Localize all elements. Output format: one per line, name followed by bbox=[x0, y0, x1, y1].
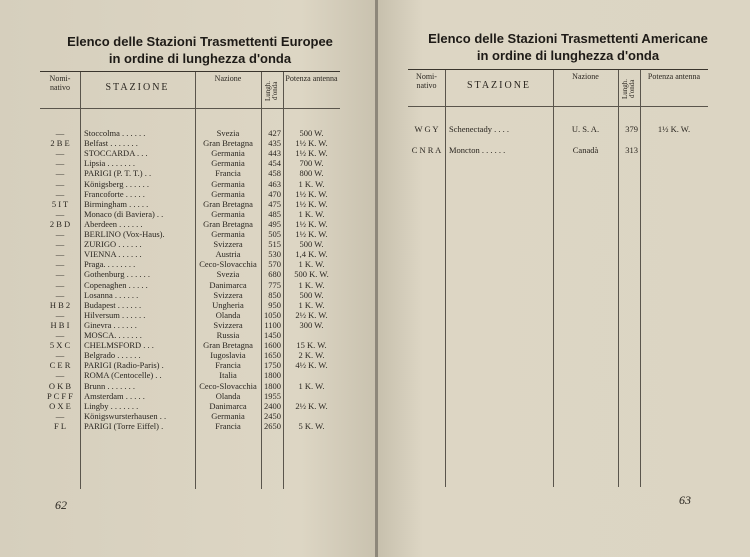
cell-nominativo: W G Y bbox=[414, 124, 439, 134]
cell-lunghezza: 443 bbox=[268, 148, 281, 159]
cell-potenza: 700 W. bbox=[299, 158, 324, 169]
cell-nominativo: 2 B E bbox=[50, 138, 70, 149]
cell-stazione: VIENNA . . . . . . bbox=[84, 249, 142, 260]
cell-lunghezza: 2400 bbox=[264, 400, 281, 411]
cell-lunghezza: 680 bbox=[268, 269, 281, 280]
cell-nominativo: — bbox=[55, 188, 65, 199]
cell-nazione: Germania bbox=[211, 178, 245, 189]
table-row bbox=[40, 158, 340, 168]
table-row bbox=[40, 209, 340, 219]
cell-stazione: Francoforte . . . . . bbox=[84, 188, 145, 199]
cell-lunghezza: 950 bbox=[268, 299, 281, 310]
cell-potenza: 15 K. W. bbox=[296, 340, 327, 351]
cell-potenza: 1 K. W. bbox=[298, 380, 325, 391]
cell-potenza: 1 K. W. bbox=[298, 178, 325, 189]
cell-stazione: Brunn . . . . . . . bbox=[84, 380, 135, 391]
cell-nazione: Francia bbox=[215, 420, 241, 431]
table-row bbox=[40, 219, 340, 229]
cell-lunghezza: 1650 bbox=[264, 350, 281, 361]
left-title-line2: in ordine di lunghezza d'onda bbox=[108, 51, 292, 66]
cell-nominativo: — bbox=[55, 249, 65, 260]
cell-nominativo: — bbox=[55, 158, 65, 169]
cell-potenza: 2 K. W. bbox=[298, 350, 325, 361]
cell-nazione: Olanda bbox=[215, 309, 241, 320]
cell-nominativo: H B 2 bbox=[49, 299, 71, 310]
cell-stazione: Losanna . . . . . . bbox=[84, 289, 139, 300]
table-row bbox=[40, 411, 340, 421]
cell-lunghezza: 1955 bbox=[264, 390, 281, 401]
cell-nazione: Germania bbox=[211, 229, 245, 239]
cell-nominativo: — bbox=[55, 330, 65, 340]
left-page-title bbox=[30, 33, 370, 67]
cell-stazione: Aberdeen . . . . . . bbox=[84, 218, 143, 229]
cell-nominativo: — bbox=[55, 259, 65, 270]
american-stations-table bbox=[408, 69, 708, 487]
cell-stazione: CHELMSFORD . . . bbox=[84, 340, 154, 351]
cell-potenza: 800 W. bbox=[299, 168, 324, 179]
cell-nominativo: C E R bbox=[49, 360, 71, 371]
header-potenza: Potenza antenna bbox=[285, 74, 338, 83]
cell-potenza: 500 W. bbox=[299, 289, 324, 300]
cell-potenza: 1 K. W. bbox=[298, 279, 325, 290]
table-row bbox=[40, 391, 340, 401]
left-title-line1: Elenco delle Stazioni Trasmettenti Europee bbox=[67, 34, 333, 49]
cell-stazione: Monaco (di Baviera) . . bbox=[84, 208, 164, 219]
cell-stazione: Belfast . . . . . . . bbox=[84, 138, 138, 149]
cell-nominativo: — bbox=[55, 279, 65, 290]
cell-nominativo: F L bbox=[53, 420, 67, 431]
cell-stazione: Lingby . . . . . . . bbox=[84, 400, 139, 411]
cell-nominativo: — bbox=[55, 309, 65, 320]
table-row bbox=[40, 148, 340, 158]
cell-potenza: 1½ K. W. bbox=[657, 124, 691, 134]
cell-potenza: 1½ K. W. bbox=[295, 148, 328, 159]
cell-potenza: 1½ K. W. bbox=[295, 138, 328, 149]
cell-stazione: Stoccolma . . . . . . bbox=[84, 128, 146, 138]
cell-nominativo: — bbox=[55, 289, 65, 300]
cell-stazione: Ginevra . . . . . . bbox=[84, 319, 137, 330]
cell-lunghezza: 505 bbox=[268, 229, 281, 239]
cell-nazione: Gran Bretagna bbox=[203, 138, 253, 149]
header-stazione: STAZIONE bbox=[105, 82, 170, 93]
cell-lunghezza: 470 bbox=[268, 188, 281, 199]
table-row bbox=[40, 340, 340, 350]
cell-stazione: MOSCA. . . . . . . bbox=[84, 330, 142, 340]
cell-nominativo: — bbox=[55, 269, 65, 280]
table-row bbox=[40, 360, 340, 370]
header-divider bbox=[408, 106, 708, 107]
cell-stazione: Lipsia . . . . . . . bbox=[84, 158, 135, 169]
cell-nazione: Austria bbox=[215, 249, 241, 260]
table-row bbox=[40, 199, 340, 209]
cell-potenza: 500 W. bbox=[299, 239, 324, 250]
cell-potenza: 1 K. W. bbox=[298, 259, 325, 270]
cell-nominativo: — bbox=[55, 350, 65, 361]
table-row bbox=[40, 370, 340, 380]
cell-nominativo: — bbox=[55, 178, 65, 189]
cell-lunghezza: 2450 bbox=[264, 410, 281, 421]
table-row bbox=[40, 300, 340, 310]
cell-stazione: Copenaghen . . . . . bbox=[84, 279, 148, 290]
cell-lunghezza: 1800 bbox=[264, 380, 281, 391]
cell-nominativo: O X E bbox=[49, 400, 71, 411]
cell-stazione: PARIGI (Radio-Paris) . bbox=[84, 360, 164, 371]
left-page-number: 62 bbox=[55, 498, 67, 512]
cell-nazione: Ceco-Slovacchia bbox=[199, 380, 257, 391]
cell-nazione: U. S. A. bbox=[571, 124, 600, 134]
cell-nominativo: — bbox=[55, 229, 65, 239]
cell-nazione: Ceco-Slovacchia bbox=[199, 259, 257, 270]
cell-nazione: Germania bbox=[211, 158, 245, 169]
right-title-line1: Elenco delle Stazioni Trasmettenti Americane bbox=[428, 31, 708, 46]
cell-potenza: 1 K. W. bbox=[298, 208, 325, 219]
cell-stazione: Königswursterhausen . . bbox=[84, 410, 167, 421]
table-row bbox=[40, 249, 340, 259]
header-divider bbox=[40, 108, 340, 109]
cell-nazione: Iugoslavia bbox=[210, 350, 246, 361]
cell-lunghezza: 515 bbox=[268, 239, 281, 250]
cell-potenza: 2½ K. W. bbox=[295, 309, 328, 320]
cell-nominativo: 5 X C bbox=[49, 340, 71, 351]
table-row bbox=[40, 128, 340, 138]
cell-nazione: Francia bbox=[215, 360, 241, 371]
table-row bbox=[40, 421, 340, 431]
cell-nazione: Svizzera bbox=[213, 239, 243, 250]
cell-nominativo: H B I bbox=[50, 319, 70, 330]
cell-nazione: Svezia bbox=[216, 128, 240, 138]
cell-lunghezza: 1750 bbox=[264, 360, 281, 371]
cell-lunghezza: 2650 bbox=[264, 420, 281, 431]
header-stazione: STAZIONE bbox=[466, 80, 532, 91]
cell-lunghezza: 313 bbox=[625, 145, 638, 155]
cell-nazione: Francia bbox=[215, 168, 241, 179]
cell-nazione: Germania bbox=[211, 148, 245, 159]
cell-nazione: Canadà bbox=[572, 145, 599, 155]
cell-nazione: Svezia bbox=[216, 269, 240, 280]
cell-potenza: 500 K. W. bbox=[294, 269, 329, 280]
cell-nominativo: C N R A bbox=[411, 145, 442, 155]
cell-nominativo: — bbox=[55, 370, 65, 381]
table-row bbox=[40, 381, 340, 391]
table-row bbox=[40, 290, 340, 300]
cell-nazione: Svizzera bbox=[213, 319, 243, 330]
cell-potenza: 1½ K. W. bbox=[295, 229, 328, 239]
cell-stazione: ZURIGO . . . . . . bbox=[84, 239, 142, 250]
cell-nazione: Germania bbox=[211, 410, 245, 421]
cell-lunghezza: 495 bbox=[268, 218, 281, 229]
table-row bbox=[40, 269, 340, 279]
cell-lunghezza: 458 bbox=[268, 168, 281, 179]
cell-nazione: Gran Bretagna bbox=[203, 198, 253, 209]
table-row bbox=[408, 145, 708, 155]
cell-potenza: 1,4 K. W. bbox=[295, 249, 328, 260]
cell-lunghezza: 570 bbox=[268, 259, 281, 270]
header-nominativo: Nomi-nativo bbox=[416, 72, 437, 90]
cell-potenza: 1½ K. W. bbox=[295, 218, 328, 229]
cell-stazione: Amsterdam . . . . . bbox=[84, 390, 145, 401]
table-row bbox=[40, 320, 340, 330]
cell-nominativo: O K B bbox=[48, 380, 72, 391]
cell-lunghezza: 1450 bbox=[264, 330, 281, 340]
right-page bbox=[378, 0, 750, 557]
table-row bbox=[40, 189, 340, 199]
cell-nominativo: — bbox=[55, 239, 65, 250]
table-row bbox=[408, 124, 708, 134]
cell-stazione: Schenectady . . . . bbox=[449, 124, 509, 134]
cell-stazione: Praga. . . . . . . . bbox=[84, 259, 136, 270]
cell-nazione: Svizzera bbox=[213, 289, 243, 300]
cell-lunghezza: 435 bbox=[268, 138, 281, 149]
cell-stazione: Hilversum . . . . . . bbox=[84, 309, 146, 320]
table-row bbox=[40, 350, 340, 360]
cell-lunghezza: 1800 bbox=[264, 370, 281, 381]
cell-stazione: STOCCARDA . . . bbox=[84, 148, 148, 159]
cell-lunghezza: 1100 bbox=[264, 319, 281, 330]
cell-nazione: Russia bbox=[216, 330, 240, 340]
cell-potenza: 5 K. W. bbox=[298, 420, 325, 431]
right-title-line2: in ordine di lunghezza d'onda bbox=[476, 48, 660, 63]
cell-potenza: 1½ K. W. bbox=[295, 188, 328, 199]
header-nazione: Nazione bbox=[572, 72, 599, 81]
cell-nazione: Germania bbox=[211, 188, 245, 199]
cell-stazione: ROMA (Centocelle) . . bbox=[84, 370, 162, 381]
cell-nominativo: — bbox=[55, 128, 65, 138]
table-row bbox=[40, 179, 340, 189]
cell-nominativo: P C F F bbox=[47, 390, 73, 401]
cell-lunghezza: 454 bbox=[268, 158, 281, 169]
cell-nazione: Olanda bbox=[215, 390, 241, 401]
table-row bbox=[40, 168, 340, 178]
table-row bbox=[40, 229, 340, 239]
cell-stazione: PARIGI (Torre Eiffel) . bbox=[84, 420, 164, 431]
header-nominativo: Nomi-nativo bbox=[49, 74, 71, 92]
table-row bbox=[40, 259, 340, 269]
cell-nazione: Germania bbox=[211, 208, 245, 219]
header-nazione: Nazione bbox=[214, 74, 242, 83]
cell-nazione: Ungheria bbox=[212, 299, 244, 310]
cell-lunghezza: 379 bbox=[625, 124, 638, 134]
cell-potenza: 1½ K. W. bbox=[295, 198, 328, 209]
right-page-title bbox=[398, 30, 738, 64]
cell-nazione: Danimarca bbox=[209, 400, 247, 411]
table-row bbox=[40, 239, 340, 249]
cell-nazione: Gran Bretagna bbox=[203, 218, 253, 229]
cell-stazione: Budapest . . . . . . bbox=[84, 299, 142, 310]
cell-lunghezza: 427 bbox=[268, 128, 281, 138]
table-row bbox=[40, 310, 340, 320]
cell-lunghezza: 530 bbox=[268, 249, 281, 260]
cell-nazione: Gran Bretagna bbox=[203, 340, 253, 351]
header-lunghezza: Lungh. d'onda bbox=[621, 78, 636, 100]
cell-potenza: 300 W. bbox=[299, 319, 324, 330]
cell-stazione: BERLINO (Vox-Haus). bbox=[84, 229, 165, 239]
cell-stazione: PARIGI (P. T. T.) . . bbox=[84, 168, 152, 179]
cell-potenza: 500 W. bbox=[299, 128, 324, 138]
cell-stazione: Birmingham . . . . . bbox=[84, 198, 149, 209]
right-page-number: 63 bbox=[679, 493, 691, 507]
cell-lunghezza: 1050 bbox=[264, 309, 281, 320]
cell-stazione: Belgrado . . . . . . bbox=[84, 350, 141, 361]
table-row bbox=[40, 401, 340, 411]
cell-nazione: Danimarca bbox=[209, 279, 247, 290]
table-row bbox=[40, 280, 340, 290]
table-row bbox=[40, 330, 340, 340]
cell-nominativo: — bbox=[55, 168, 65, 179]
cell-nominativo: — bbox=[55, 148, 65, 159]
cell-stazione: Königsberg . . . . . . bbox=[84, 178, 150, 189]
header-lunghezza: Lungh. d'onda bbox=[264, 80, 279, 102]
cell-nominativo: 2 B D bbox=[49, 218, 71, 229]
cell-nominativo: 5 I T bbox=[51, 198, 69, 209]
cell-potenza: 2½ K. W. bbox=[295, 400, 328, 411]
cell-lunghezza: 463 bbox=[268, 178, 281, 189]
cell-potenza: 4½ K. W. bbox=[295, 360, 328, 371]
cell-potenza: 1 K. W. bbox=[298, 299, 325, 310]
cell-nominativo: — bbox=[55, 410, 65, 421]
table-row bbox=[40, 138, 340, 148]
cell-nominativo: — bbox=[55, 208, 65, 219]
header-potenza: Potenza antenna bbox=[647, 72, 701, 81]
cell-lunghezza: 775 bbox=[268, 279, 281, 290]
cell-stazione: Gothenburg . . . . . . bbox=[84, 269, 150, 280]
cell-lunghezza: 485 bbox=[268, 208, 281, 219]
cell-lunghezza: 1600 bbox=[264, 340, 281, 351]
cell-stazione: Moncton . . . . . . bbox=[449, 145, 506, 155]
european-stations-table bbox=[40, 71, 340, 489]
cell-nazione: Italia bbox=[219, 370, 237, 381]
cell-lunghezza: 475 bbox=[268, 198, 281, 209]
cell-lunghezza: 850 bbox=[268, 289, 281, 300]
